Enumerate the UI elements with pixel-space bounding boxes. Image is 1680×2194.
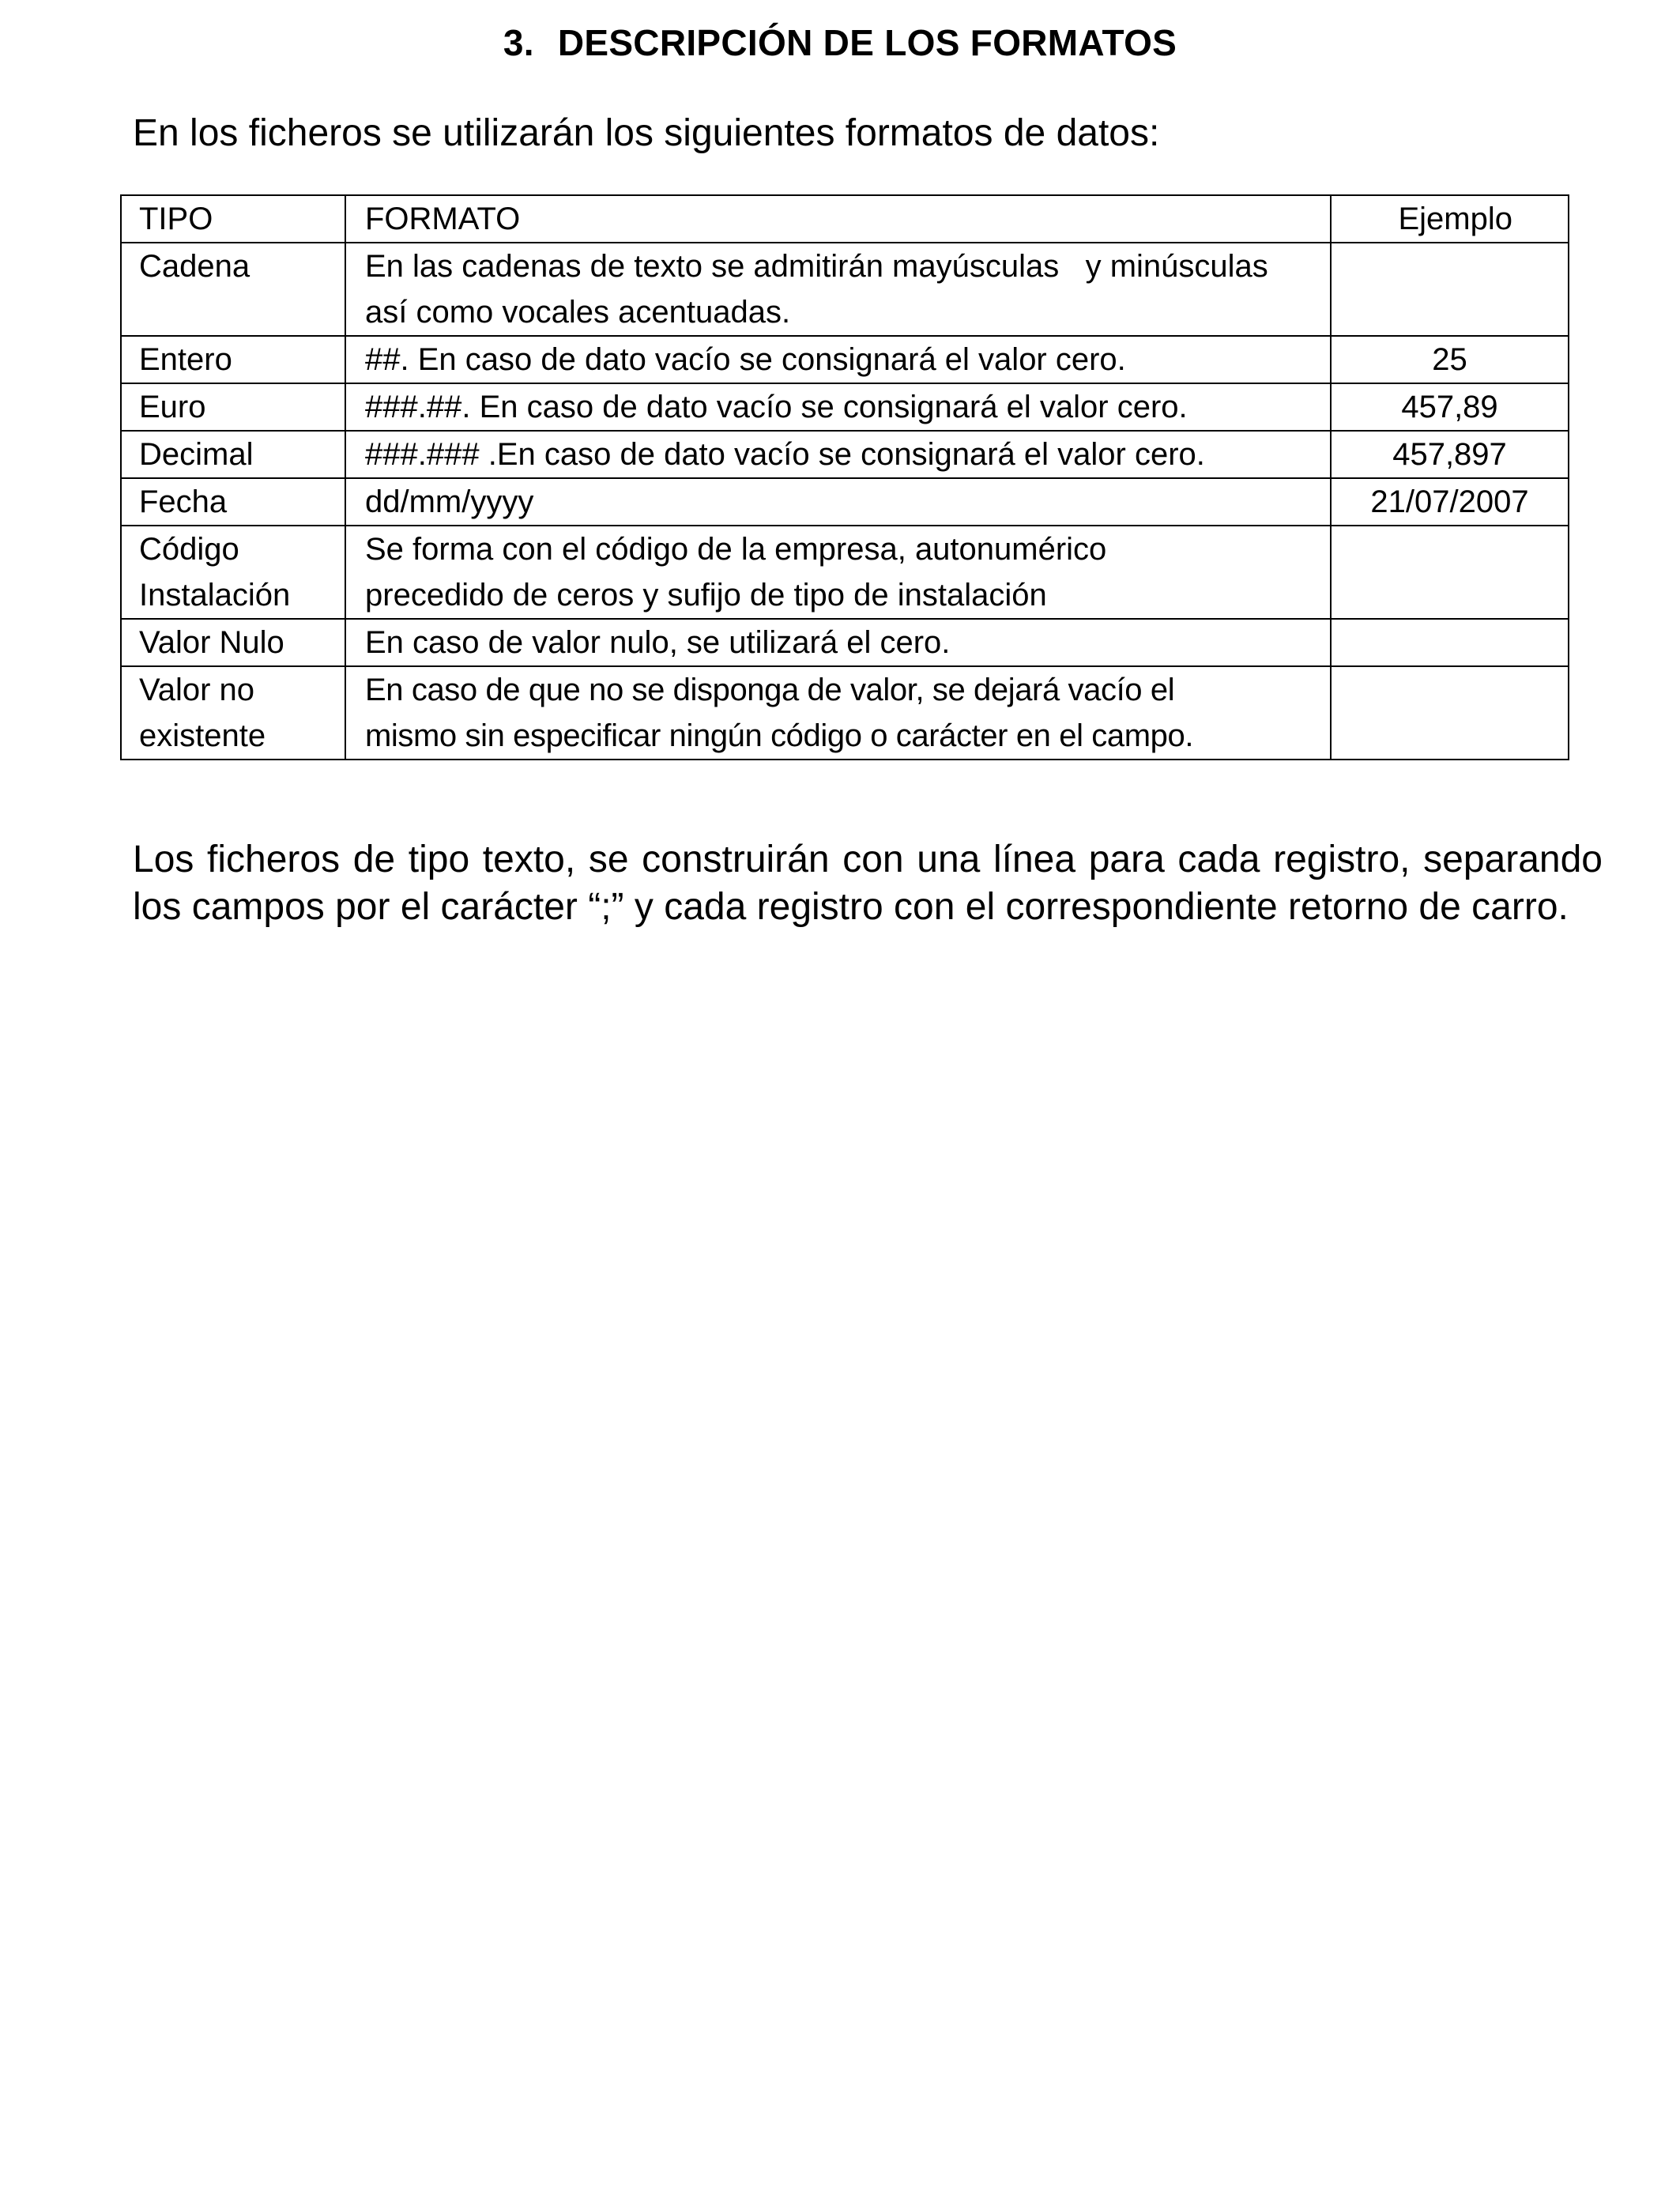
cell-ejemplo	[1331, 243, 1569, 336]
cell-formato	[345, 383, 1331, 431]
table-row	[121, 478, 1569, 526]
cell-tipo	[121, 666, 345, 760]
table-row	[121, 336, 1569, 383]
intro-paragraph: En los ficheros se utilizarán los siguientes formatos de datos:	[133, 112, 1160, 154]
cell-line: dd/mm/yyyy	[365, 484, 534, 519]
cell-line: Cadena	[139, 249, 250, 284]
table-row	[121, 619, 1569, 666]
cell-line: Valor no	[139, 673, 255, 707]
cell-line: En caso de valor nulo, se utilizará el cero.	[365, 625, 951, 660]
cell-ejemplo: 25	[1331, 336, 1569, 383]
cell-tipo	[121, 526, 345, 619]
table-row	[121, 431, 1569, 478]
cell-formato	[345, 243, 1331, 336]
cell-line: Instalación	[139, 578, 291, 613]
header-cell-ejemplo: Ejemplo	[1331, 195, 1569, 243]
cell-line: Decimal	[139, 437, 254, 472]
cell-formato	[345, 526, 1331, 619]
cell-formato	[345, 619, 1331, 666]
cell-line: así como vocales acentuadas.	[365, 295, 791, 330]
cell-formato	[345, 431, 1331, 478]
cell-ejemplo	[1331, 666, 1569, 760]
cell-formato	[345, 478, 1331, 526]
cell-ejemplo	[1331, 619, 1569, 666]
cell-line: Valor Nulo	[139, 625, 284, 660]
cell-line: Se forma con el código de la empresa, autonumérico	[365, 532, 1107, 567]
cell-line: ###.### .En caso de dato vacío se consignará el valor cero.	[365, 437, 1205, 472]
cell-tipo	[121, 431, 345, 478]
cell-ejemplo: 457,89	[1331, 383, 1569, 431]
formats-table	[120, 194, 1569, 760]
closing-paragraph: Los ficheros de tipo texto, se construirán con una línea para cada registro, separando los campos por el carácter “;” y cada registro con el correspondiente retorno de carro.	[133, 839, 1603, 928]
cell-line: En caso de que no se disponga de valor, se dejará vacío el	[365, 673, 1175, 707]
cell-line: ###.##. En caso de dato vacío se consignará el valor cero.	[365, 390, 1188, 424]
cell-tipo	[121, 336, 345, 383]
table-row	[121, 243, 1569, 336]
cell-line: Entero	[139, 342, 232, 377]
section-heading	[0, 17, 1680, 68]
cell-ejemplo: 457,897	[1331, 431, 1569, 478]
cell-line: Código	[139, 532, 239, 567]
section-number: 3.	[503, 22, 534, 63]
header-cell-formato: FORMATO	[345, 195, 1331, 243]
cell-line: mismo sin especificar ningún código o carácter en el campo.	[365, 718, 1194, 753]
cell-tipo	[121, 478, 345, 526]
table-row	[121, 383, 1569, 431]
cell-tipo	[121, 243, 345, 336]
cell-line: En las cadenas de texto se admitirán mayúsculas y minúsculas	[365, 249, 1268, 284]
cell-ejemplo	[1331, 526, 1569, 619]
cell-line: ##. En caso de dato vacío se consignará el valor cero.	[365, 342, 1126, 377]
table-row	[121, 666, 1569, 760]
cell-line: existente	[139, 718, 266, 753]
cell-ejemplo: 21/07/2007	[1331, 478, 1569, 526]
cell-formato	[345, 336, 1331, 383]
cell-line: Euro	[139, 390, 206, 424]
table-row	[121, 526, 1569, 619]
cell-formato	[345, 666, 1331, 760]
cell-line: precedido de ceros y sufijo de tipo de instalación	[365, 578, 1047, 613]
table-header-row	[121, 195, 1569, 243]
section-title: DESCRIPCIÓN DE LOS FORMATOS	[557, 22, 1177, 63]
header-cell-tipo: TIPO	[121, 195, 345, 243]
cell-tipo	[121, 619, 345, 666]
cell-line: Fecha	[139, 484, 228, 519]
cell-tipo	[121, 383, 345, 431]
